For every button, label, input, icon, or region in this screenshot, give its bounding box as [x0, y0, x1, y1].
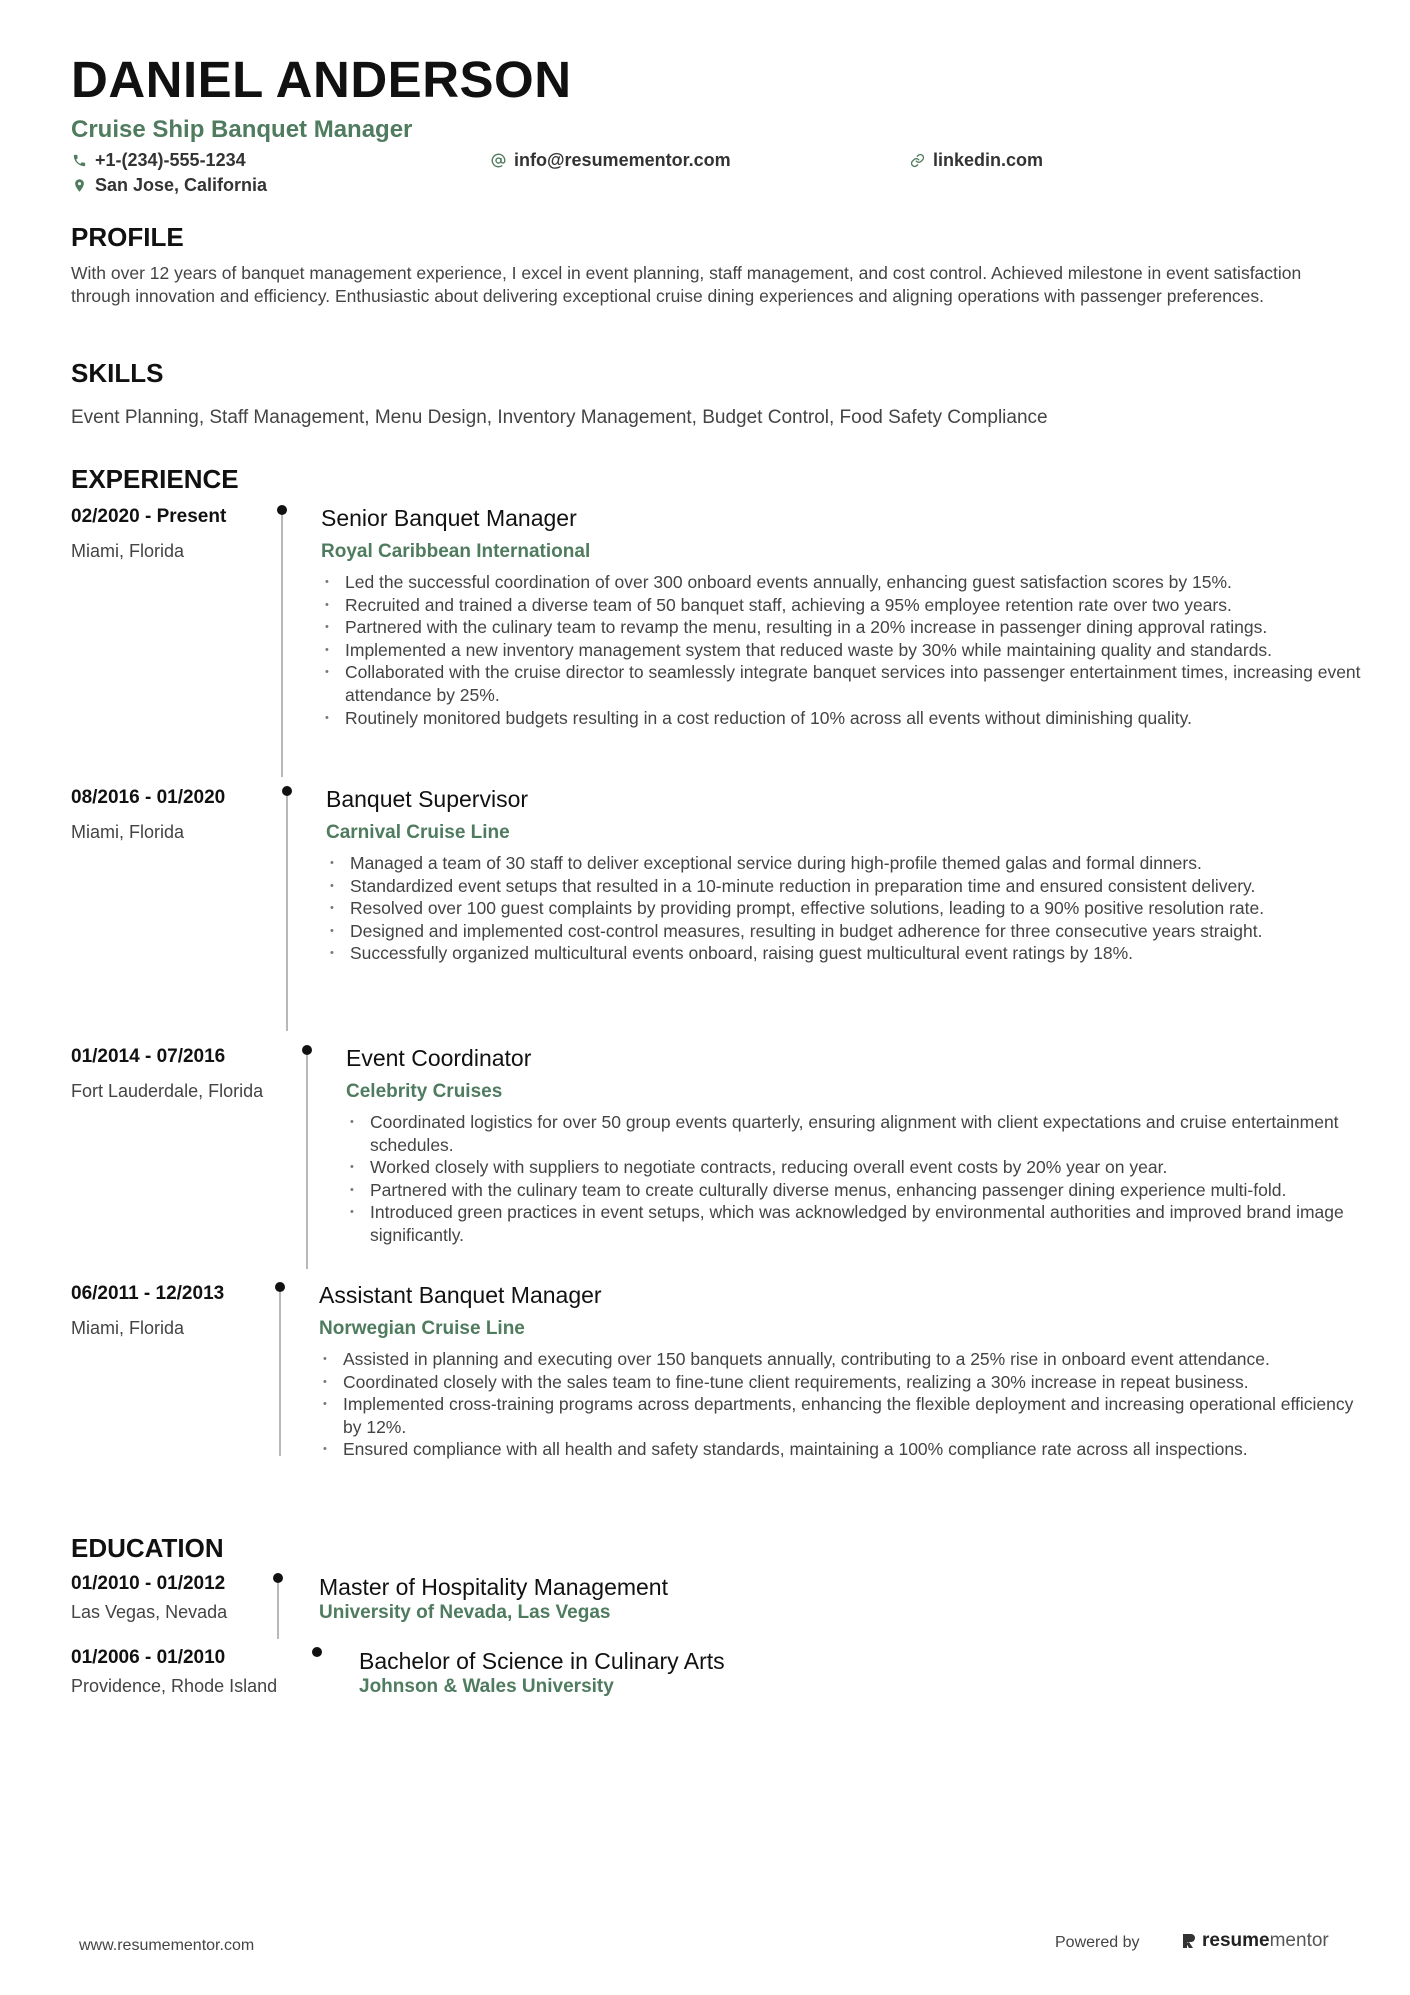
timeline-dot — [273, 1573, 283, 1583]
entry-content — [359, 1650, 1359, 1696]
entry-location: Fort Lauderdale, Florida — [71, 1081, 264, 1101]
bullet-item: • Partnered with the culinary team to create culturally diverse menus, enhancing passenger dining experience multi-fold. — [346, 1179, 1361, 1202]
location-contact — [71, 176, 267, 194]
profile-heading: PROFILE — [71, 222, 184, 252]
bullet-item: • Recruited and trained a diverse team of 50 banquet staff, achieving a 95% employee retention rate over two years. — [321, 594, 1361, 617]
phone-icon — [71, 152, 87, 168]
entry-bullets — [321, 571, 1361, 729]
bullet-item: • Standardized event setups that resulted in a 10-minute reduction in preparation time and ensured consistent delivery. — [326, 875, 1361, 898]
footer-website[interactable]: www.resumementor.com — [79, 1937, 255, 1954]
school-name: University of Nevada, Las Vegas — [319, 1602, 611, 1623]
bullet-item: • Designed and implemented cost-control measures, resulting in budget adherence for three consecutive years straight. — [326, 920, 1361, 943]
degree-name: Master of Hospitality Management — [319, 1574, 668, 1600]
skills-list: Event Planning, Staff Management, Menu Design, Inventory Management, Budget Control, Food Safety Compliance — [71, 407, 1048, 428]
timeline-dot — [302, 1045, 312, 1055]
entry-company: Royal Caribbean International — [321, 541, 591, 562]
entry-dates: 06/2011 - 12/2013 — [71, 1283, 225, 1304]
entry-content — [321, 507, 1361, 729]
timeline-dot — [312, 1647, 322, 1657]
timeline-line — [306, 1055, 308, 1269]
entry-location: Providence, Rhode Island — [71, 1676, 278, 1696]
bullet-item: • Ensured compliance with all health and safety standards, maintaining a 100% compliance rate across all inspections. — [319, 1438, 1361, 1461]
bullet-item: • Successfully organized multicultural events onboard, raising guest multicultural event ratings by 18%. — [326, 942, 1361, 965]
entry-content — [326, 788, 1361, 965]
bullet-item: • Resolved over 100 guest complaints by providing prompt, effective solutions, leading to a 90% positive resolution rate. — [326, 897, 1361, 920]
phone-text[interactable]: +1-(234)-555-1234 — [95, 150, 246, 170]
entry-location: Miami, Florida — [71, 822, 185, 842]
skills-heading: SKILLS — [71, 358, 164, 388]
timeline-line — [281, 515, 283, 777]
experience-heading: EXPERIENCE — [71, 464, 239, 494]
entry-role: Assistant Banquet Manager — [319, 1282, 602, 1308]
linkedin-contact — [909, 151, 1043, 169]
powered-by-label: Powered by — [1055, 1934, 1140, 1951]
bullet-item: • Coordinated closely with the sales team to fine-tune client requirements, realizing a 30% increase in repeat business. — [319, 1371, 1361, 1394]
bullet-item: • Assisted in planning and executing over 150 banquets annually, contributing to a 25% rise in onboard event attendance. — [319, 1348, 1361, 1371]
entry-company: Norwegian Cruise Line — [319, 1318, 525, 1339]
timeline-dot — [277, 505, 287, 515]
entry-bullets — [326, 852, 1361, 965]
map-pin-icon — [71, 177, 87, 193]
resumementor-logo-icon — [1180, 1931, 1198, 1951]
timeline-line — [279, 1292, 281, 1456]
entry-role: Banquet Supervisor — [326, 786, 529, 812]
location-text: San Jose, California — [95, 175, 268, 195]
timeline-dot — [282, 786, 292, 796]
bullet-item: • Led the successful coordination of over 300 onboard events annually, enhancing guest satisfaction scores by 15%. — [321, 571, 1361, 594]
bullet-item: • Routinely monitored budgets resulting in a cost reduction of 10% across all events without diminishing quality. — [321, 707, 1361, 730]
entry-dates: 08/2016 - 01/2020 — [71, 787, 226, 808]
link-icon — [909, 152, 925, 168]
brand-text-bold: resume — [1202, 1930, 1270, 1951]
brand-logo[interactable] — [1180, 1930, 1329, 1952]
phone-contact — [71, 151, 246, 169]
bullet-item: • Implemented a new inventory management system that reduced waste by 30% while maintaining quality and standards. — [321, 639, 1361, 662]
entry-company: Carnival Cruise Line — [326, 822, 510, 843]
bullet-item: • Coordinated logistics for over 50 group events quarterly, ensuring alignment with client expectations and cruise entertainment schedules. — [346, 1111, 1361, 1156]
bullet-item: • Managed a team of 30 staff to deliver exceptional service during high-profile themed galas and formal dinners. — [326, 852, 1361, 875]
brand-text-light: mentor — [1269, 1930, 1329, 1951]
bullet-item: • Partnered with the culinary team to revamp the menu, resulting in a 20% increase in passenger dining approval ratings. — [321, 616, 1361, 639]
school-name: Johnson & Wales University — [359, 1676, 614, 1697]
entry-dates: 02/2020 - Present — [71, 506, 227, 527]
entry-bullets — [346, 1111, 1361, 1247]
bullet-item: • Implemented cross-training programs across departments, enhancing the flexible deployment and increasing operational efficiency by 12%. — [319, 1393, 1361, 1438]
entry-company: Celebrity Cruises — [346, 1081, 503, 1102]
entry-dates: 01/2010 - 01/2012 — [71, 1573, 226, 1594]
entry-content — [346, 1047, 1361, 1247]
profile-summary: With over 12 years of banquet management experience, I excel in event planning, staff management, and cost control. Achieved milestone in event satisfaction through innovation and efficiency. Enthusiastic about delivering exceptional cruise dining experiences and aligning operations with passenger preferences. — [71, 263, 1302, 306]
entry-dates: 01/2014 - 07/2016 — [71, 1046, 226, 1067]
timeline-dot — [275, 1282, 285, 1292]
entry-location: Las Vegas, Nevada — [71, 1602, 228, 1622]
entry-location: Miami, Florida — [71, 1318, 185, 1338]
degree-name: Bachelor of Science in Culinary Arts — [359, 1648, 725, 1674]
entry-bullets — [319, 1348, 1361, 1461]
timeline-line — [277, 1583, 279, 1639]
entry-content — [319, 1576, 1359, 1622]
linkedin-text[interactable]: linkedin.com — [933, 150, 1044, 170]
at-icon — [490, 152, 506, 168]
bullet-item: • Introduced green practices in event setups, which was acknowledged by environmental authorities and improved brand image significantly. — [346, 1201, 1361, 1246]
email-text[interactable]: info@resumementor.com — [514, 150, 731, 170]
bullet-item: • Collaborated with the cruise director to seamlessly integrate banquet services into passenger entertainment times, increasing event attendance by 25%. — [321, 661, 1361, 706]
entry-role: Senior Banquet Manager — [321, 505, 577, 531]
entry-location: Miami, Florida — [71, 541, 185, 561]
entry-dates: 01/2006 - 01/2010 — [71, 1647, 226, 1668]
timeline-line — [286, 796, 288, 1031]
entry-content — [319, 1284, 1361, 1461]
bullet-item: • Worked closely with suppliers to negotiate contracts, reducing overall event costs by 20% year on year. — [346, 1156, 1361, 1179]
candidate-name: DANIEL ANDERSON — [71, 51, 572, 108]
education-heading: EDUCATION — [71, 1533, 224, 1563]
entry-role: Event Coordinator — [346, 1045, 532, 1071]
job-title: Cruise Ship Banquet Manager — [71, 116, 413, 143]
email-contact — [490, 151, 731, 169]
